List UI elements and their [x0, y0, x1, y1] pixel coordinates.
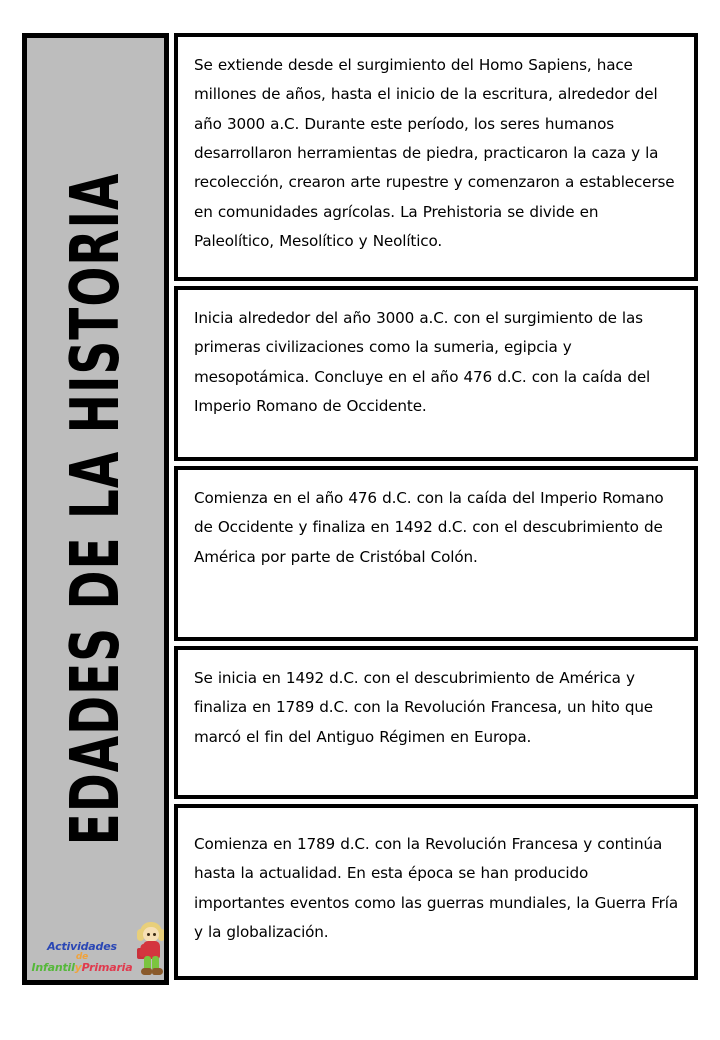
content-box-text: Se inicia en 1492 d.C. con el descubrimiento de América y finaliza en 1789 d.C. con la Revolución Francesa, un hito que marcó el fin del Antiguo Régimen en Europa.: [194, 669, 653, 746]
kid-eye-right: [153, 933, 156, 936]
content-box-edad-antigua: [174, 286, 698, 461]
logo-line-infantil-y-primaria: [30, 962, 134, 973]
title-sidebar: [22, 33, 169, 985]
content-box-text: Se extiende desde el surgimiento del Homo Sapiens, hace millones de años, hasta el inicio de la escritura, alrededor del año 3000 a.C. Durante este período, los seres humanos desarrollaron herramientas de piedra, practicaron la caza y la recolección, crearon arte rupestre y comenzaron a establecerse en comunidades agrícolas. La Prehistoria se divide en Paleolítico, Mesolítico y Neolítico.: [194, 56, 675, 250]
vertical-title-wrapper: [56, 172, 135, 846]
worksheet-frame: [22, 33, 698, 985]
logo-wordmark: [30, 941, 134, 976]
content-boxes-column: [174, 33, 698, 985]
logo-line-actividades: Actividades: [47, 940, 117, 954]
logo-word-primaria: Primaria: [81, 960, 133, 974]
logo-line-de: de: [75, 951, 89, 962]
kid-hair-right: [158, 929, 165, 941]
kid-shoe-left: [141, 968, 152, 975]
logo-word-y: y: [74, 960, 82, 974]
kid-face-shape: [143, 927, 159, 942]
logo-word-infantil: Infantil: [31, 960, 75, 974]
content-box-edad-media: [174, 466, 698, 641]
child-illustration-icon: [135, 920, 167, 976]
page-title: EDADES DE LA HISTORIA: [56, 172, 135, 846]
content-box-edad-contemporanea: [174, 804, 698, 980]
content-box-edad-moderna: [174, 646, 698, 799]
kid-shoe-right: [152, 968, 163, 975]
logo[interactable]: [30, 910, 168, 976]
kid-eye-left: [147, 933, 150, 936]
content-box-text: Comienza en el año 476 d.C. con la caída del Imperio Romano de Occidente y finaliza en 1492 d.C. con el descubrimiento de América por parte de Cristóbal Colón.: [194, 489, 664, 566]
content-box-text: Comienza en 1789 d.C. con la Revolución Francesa y continúa hasta la actualidad. En esta época se han producido importantes eventos como las guerras mundiales, la Guerra Fría y la globalización.: [194, 835, 678, 941]
content-box-prehistoria: [174, 33, 698, 281]
content-box-text: Inicia alrededor del año 3000 a.C. con el surgimiento de las primeras civilizaciones como la sumeria, egipcia y mesopotámica. Concluye en el año 476 d.C. con la caída del Imperio Romano de Occidente.: [194, 309, 651, 415]
